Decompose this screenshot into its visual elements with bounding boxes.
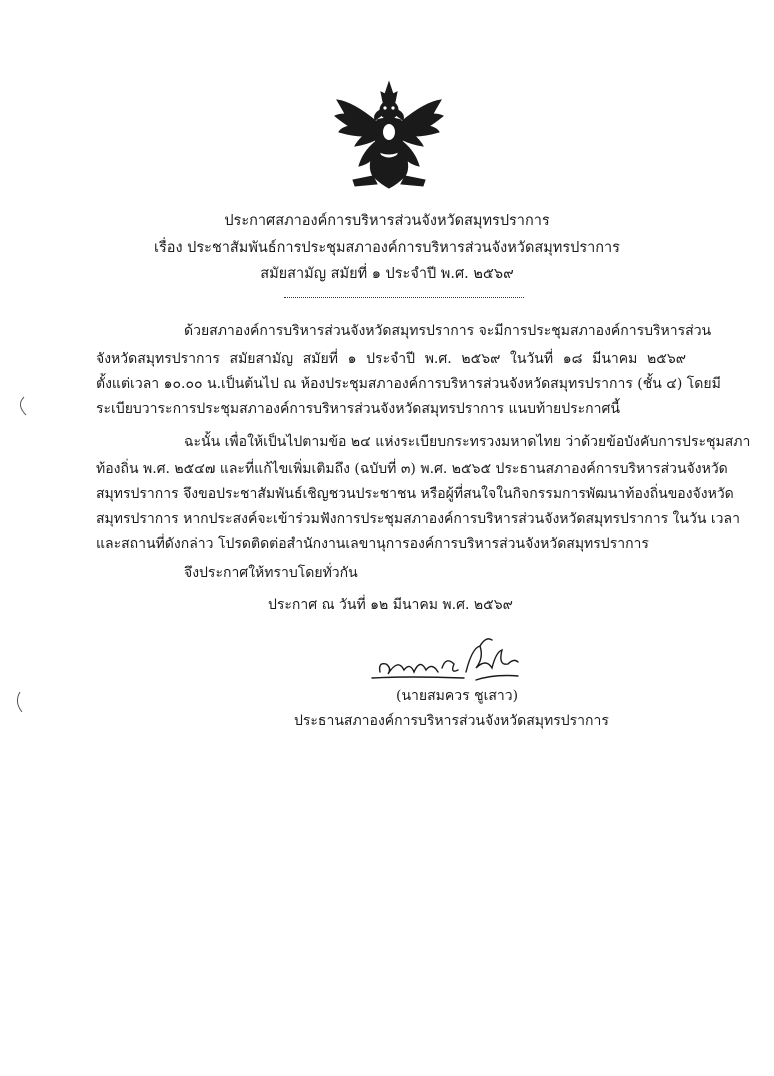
garuda-emblem-icon	[333, 80, 445, 192]
signer-title: ประธานสภาองค์การบริหารส่วนจังหวัดสมุทรปราการ	[294, 713, 609, 729]
paragraph2-line: ท้องถิ่น พ.ศ. ๒๕๔๗ และที่แก้ไขเพิ่มเติมถึง (ฉบับที่ ๓) พ.ศ. ๒๕๖๕ ประธานสภาองค์การบริหารส่วนจังหวัด	[96, 461, 728, 477]
signer-name: (นายสมควร ชูเสาว)	[396, 688, 519, 704]
header-divider	[284, 297, 524, 300]
announcement-session: สมัยสามัญ สมัยที่ ๑ ประจำปี พ.ศ. ๒๕๖๙	[260, 266, 514, 282]
paragraph2-line: สมุทรปราการ หากประสงค์จะเข้าร่วมฟังการประชุมสภาองค์การบริหารส่วนจังหวัดสมุทรปราการ ในวัน เวลา	[96, 511, 740, 527]
announcement-title: ประกาศสภาองค์การบริหารส่วนจังหวัดสมุทรปราการ	[224, 213, 550, 229]
scan-mark	[12, 690, 26, 714]
closing-statement: จึงประกาศให้ทราบโดยทั่วกัน	[184, 565, 358, 581]
paragraph2-line: ฉะนั้น เพื่อให้เป็นไปตามข้อ ๒๔ แห่งระเบียบกระทรวงมหาดไทย ว่าด้วยข้อบังคับการประชุมสภา	[184, 434, 751, 450]
scan-mark	[14, 395, 28, 417]
paragraph1-line: ตั้งแต่เวลา ๑๐.๐๐ น.เป็นต้นไป ณ ห้องประชุมสภาองค์การบริหารส่วนจังหวัดสมุทรปราการ (ชั้น ๔) โดยมี	[96, 376, 721, 392]
handwritten-signature-icon	[368, 628, 538, 688]
paragraph1-line: ระเบียบวาระการประชุมสภาองค์การบริหารส่วนจังหวัดสมุทรปราการ แนบท้ายประกาศนี้	[96, 401, 620, 417]
paragraph1-line: จังหวัดสมุทรปราการ สมัยสามัญ สมัยที่ ๑ ประจำปี พ.ศ. ๒๕๖๙ ในวันที่ ๑๘ มีนาคม ๒๕๖๙	[96, 351, 686, 367]
paragraph2-line: สมุทรปราการ จึงขอประชาสัมพันธ์เชิญชวนประชาชน หรือผู้ที่สนใจในกิจกรรมการพัฒนาท้องถิ่นของจังหวัด	[96, 486, 734, 502]
announcement-subject: เรื่อง ประชาสัมพันธ์การประชุมสภาองค์การบริหารส่วนจังหวัดสมุทรปราการ	[154, 240, 620, 256]
paragraph2-line: และสถานที่ดังกล่าว โปรดติดต่อสำนักงานเลขานุการองค์การบริหารส่วนจังหวัดสมุทรปราการ	[96, 536, 649, 552]
announcement-date: ประกาศ ณ วันที่ ๑๒ มีนาคม พ.ศ. ๒๕๖๙	[268, 597, 513, 613]
paragraph1-line: ด้วยสภาองค์การบริหารส่วนจังหวัดสมุทรปราการ จะมีการประชุมสภาองค์การบริหารส่วน	[184, 323, 712, 339]
